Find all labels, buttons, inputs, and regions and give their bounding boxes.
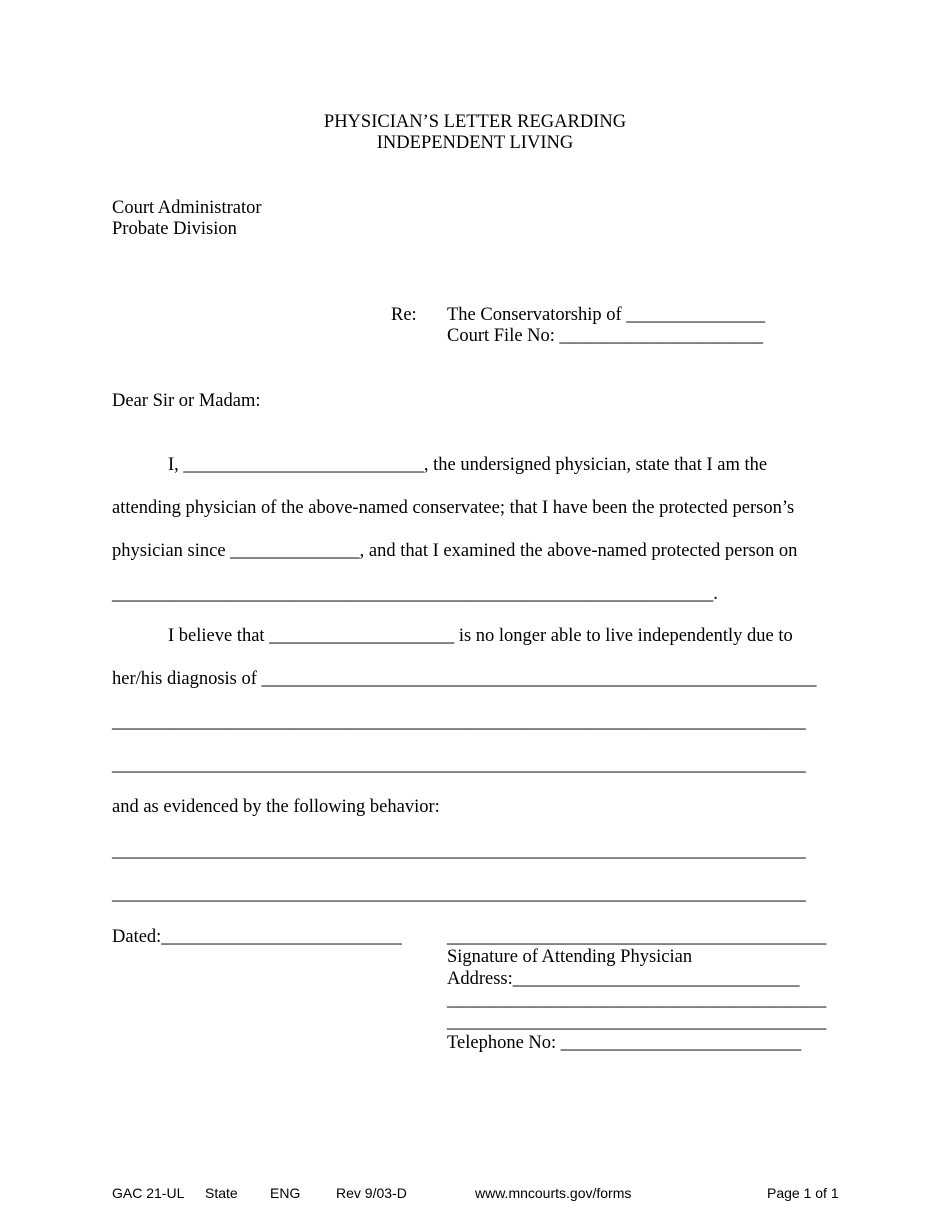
address-blank-1: _________________________________________: [447, 990, 827, 1010]
address-field: Address:_______________________________: [447, 969, 800, 989]
paragraph1-line4: _________________________________________________________________.: [112, 584, 718, 604]
page-title-line1: PHYSICIAN’S LETTER REGARDING: [323, 112, 627, 132]
blank-line-2: ___________________________________________________________________________: [112, 755, 806, 775]
footer-language: ENG: [270, 1185, 301, 1201]
footer-url: www.mncourts.gov/forms: [475, 1185, 632, 1201]
paragraph1-line1: I, __________________________, the undersigned physician, state that I am the: [168, 455, 768, 475]
blank-line-3: ___________________________________________________________________________: [112, 841, 806, 861]
footer-page-number: Page 1 of 1: [767, 1185, 839, 1201]
signature-label: Signature of Attending Physician: [447, 947, 693, 967]
paragraph1-line3: physician since ______________, and that I examined the above-named protected person on: [112, 541, 798, 561]
court-file-line: Court File No: ______________________: [447, 326, 764, 346]
addressee-line2: Probate Division: [112, 219, 237, 239]
footer-revision: Rev 9/03-D: [336, 1185, 407, 1201]
blank-line-1: ___________________________________________________________________________: [112, 712, 806, 732]
dated-field: Dated:__________________________: [112, 927, 402, 947]
signature-line: _________________________________________: [447, 927, 827, 947]
address-blank-2: _________________________________________: [447, 1012, 827, 1032]
re-label: Re:: [391, 305, 417, 325]
footer-jurisdiction: State: [205, 1185, 238, 1201]
behavior-intro: and as evidenced by the following behavior:: [112, 797, 440, 817]
salutation: Dear Sir or Madam:: [112, 391, 261, 411]
blank-line-4: ___________________________________________________________________________: [112, 884, 806, 904]
footer-form-id: GAC 21-UL: [112, 1185, 185, 1201]
paragraph2-line2: her/his diagnosis of ____________________________________________________________: [112, 669, 817, 689]
page-title-line2: INDEPENDENT LIVING: [376, 133, 574, 153]
paragraph2-line1: I believe that ____________________ is no longer able to live independently due to: [168, 626, 793, 646]
conservatorship-line: The Conservatorship of _______________: [447, 305, 766, 325]
telephone-field: Telephone No: __________________________: [447, 1033, 802, 1053]
addressee-line1: Court Administrator: [112, 198, 262, 218]
paragraph1-line2: attending physician of the above-named conservatee; that I have been the protected person’s: [112, 498, 795, 518]
